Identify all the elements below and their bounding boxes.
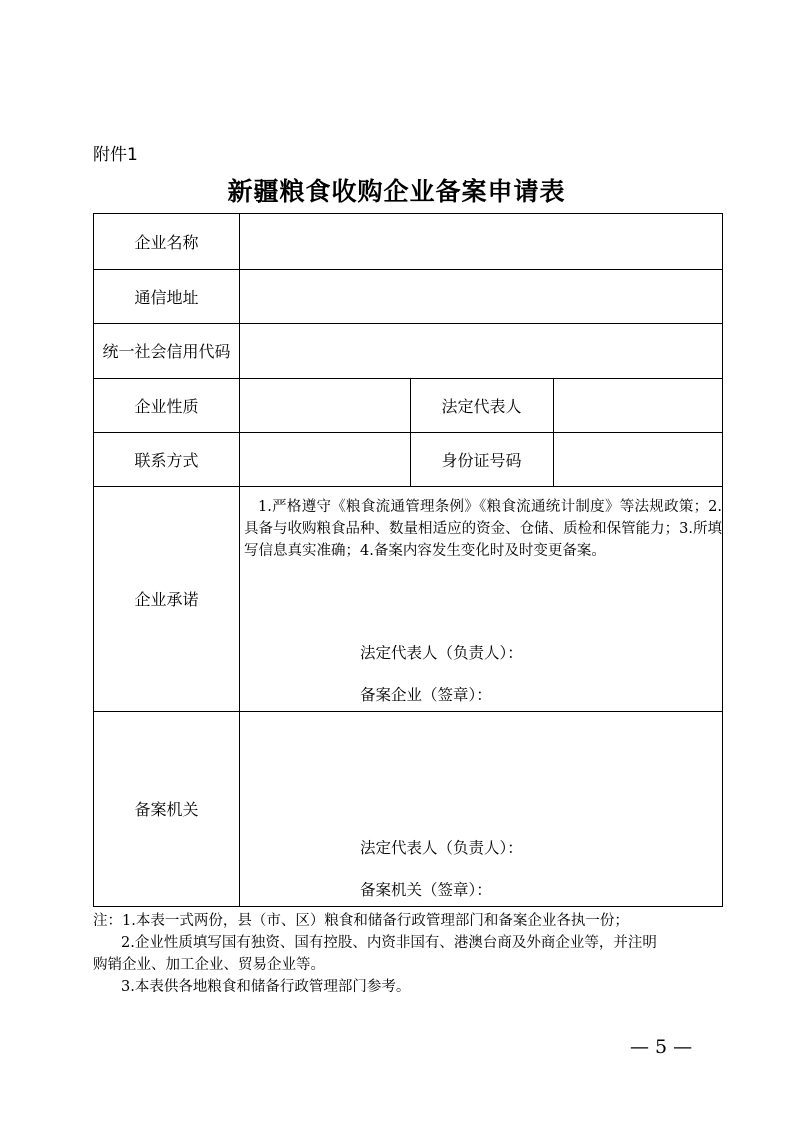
commitment-company-seal: 备案企业（签章）： <box>360 686 492 704</box>
company-type-label: 企业性质 <box>134 396 199 416</box>
attachment-label: 附件1 <box>93 145 138 165</box>
form-title: 新疆粮食收购企业备案申请表 <box>227 177 566 206</box>
commitment-label: 企业承诺 <box>134 590 199 609</box>
authority-label: 备案机关 <box>134 800 199 819</box>
legal-rep-label: 法定代表人 <box>441 396 522 416</box>
note-line: 购销企业、加工企业、贸易企业等。 <box>93 957 325 973</box>
note-line: 3.本表供各地粮食和储备行政管理部门参考。 <box>121 979 411 995</box>
address-label: 通信地址 <box>134 287 199 307</box>
company-name-label: 企业名称 <box>134 233 199 252</box>
contact-label: 联系方式 <box>134 450 199 470</box>
company-type-field[interactable] <box>240 379 410 432</box>
authority-seal: 备案机关（签章）： <box>360 881 492 899</box>
commitment-text: 1.严格遵守《粮食流通管理条例》《粮食流通统计制度》等法规政策；2.具备与收购粮食品种、数量相适应的资金、仓储、质检和保管能力；3.所填写信息真实准确；4.备案内容发生变化时及时变更备案。 <box>244 499 722 559</box>
contact-field[interactable] <box>240 433 410 486</box>
note-line: 2.企业性质填写国有独资、国有控股、内资非国有、港澳台商及外商企业等，并注明 <box>121 935 657 951</box>
authority-legal-rep-signature: 法定代表人（负责人）： <box>360 839 523 857</box>
credit-code-label: 统一社会信用代码 <box>102 342 231 361</box>
note-line: 注：1.本表一式两份，县（市、区）粮食和储备行政管理部门和备案企业各执一份； <box>93 913 629 929</box>
legal-rep-field[interactable] <box>554 379 722 432</box>
page-number: — 5 — <box>630 1036 693 1058</box>
commitment-legal-rep-signature: 法定代表人（负责人）： <box>360 644 523 662</box>
form-notes <box>93 910 733 998</box>
company-name-field[interactable] <box>240 214 722 269</box>
address-field[interactable] <box>240 270 722 323</box>
filing-application-form <box>93 213 723 907</box>
credit-code-field[interactable] <box>240 324 722 378</box>
id-number-field[interactable] <box>554 433 722 486</box>
id-number-label: 身份证号码 <box>441 450 522 470</box>
